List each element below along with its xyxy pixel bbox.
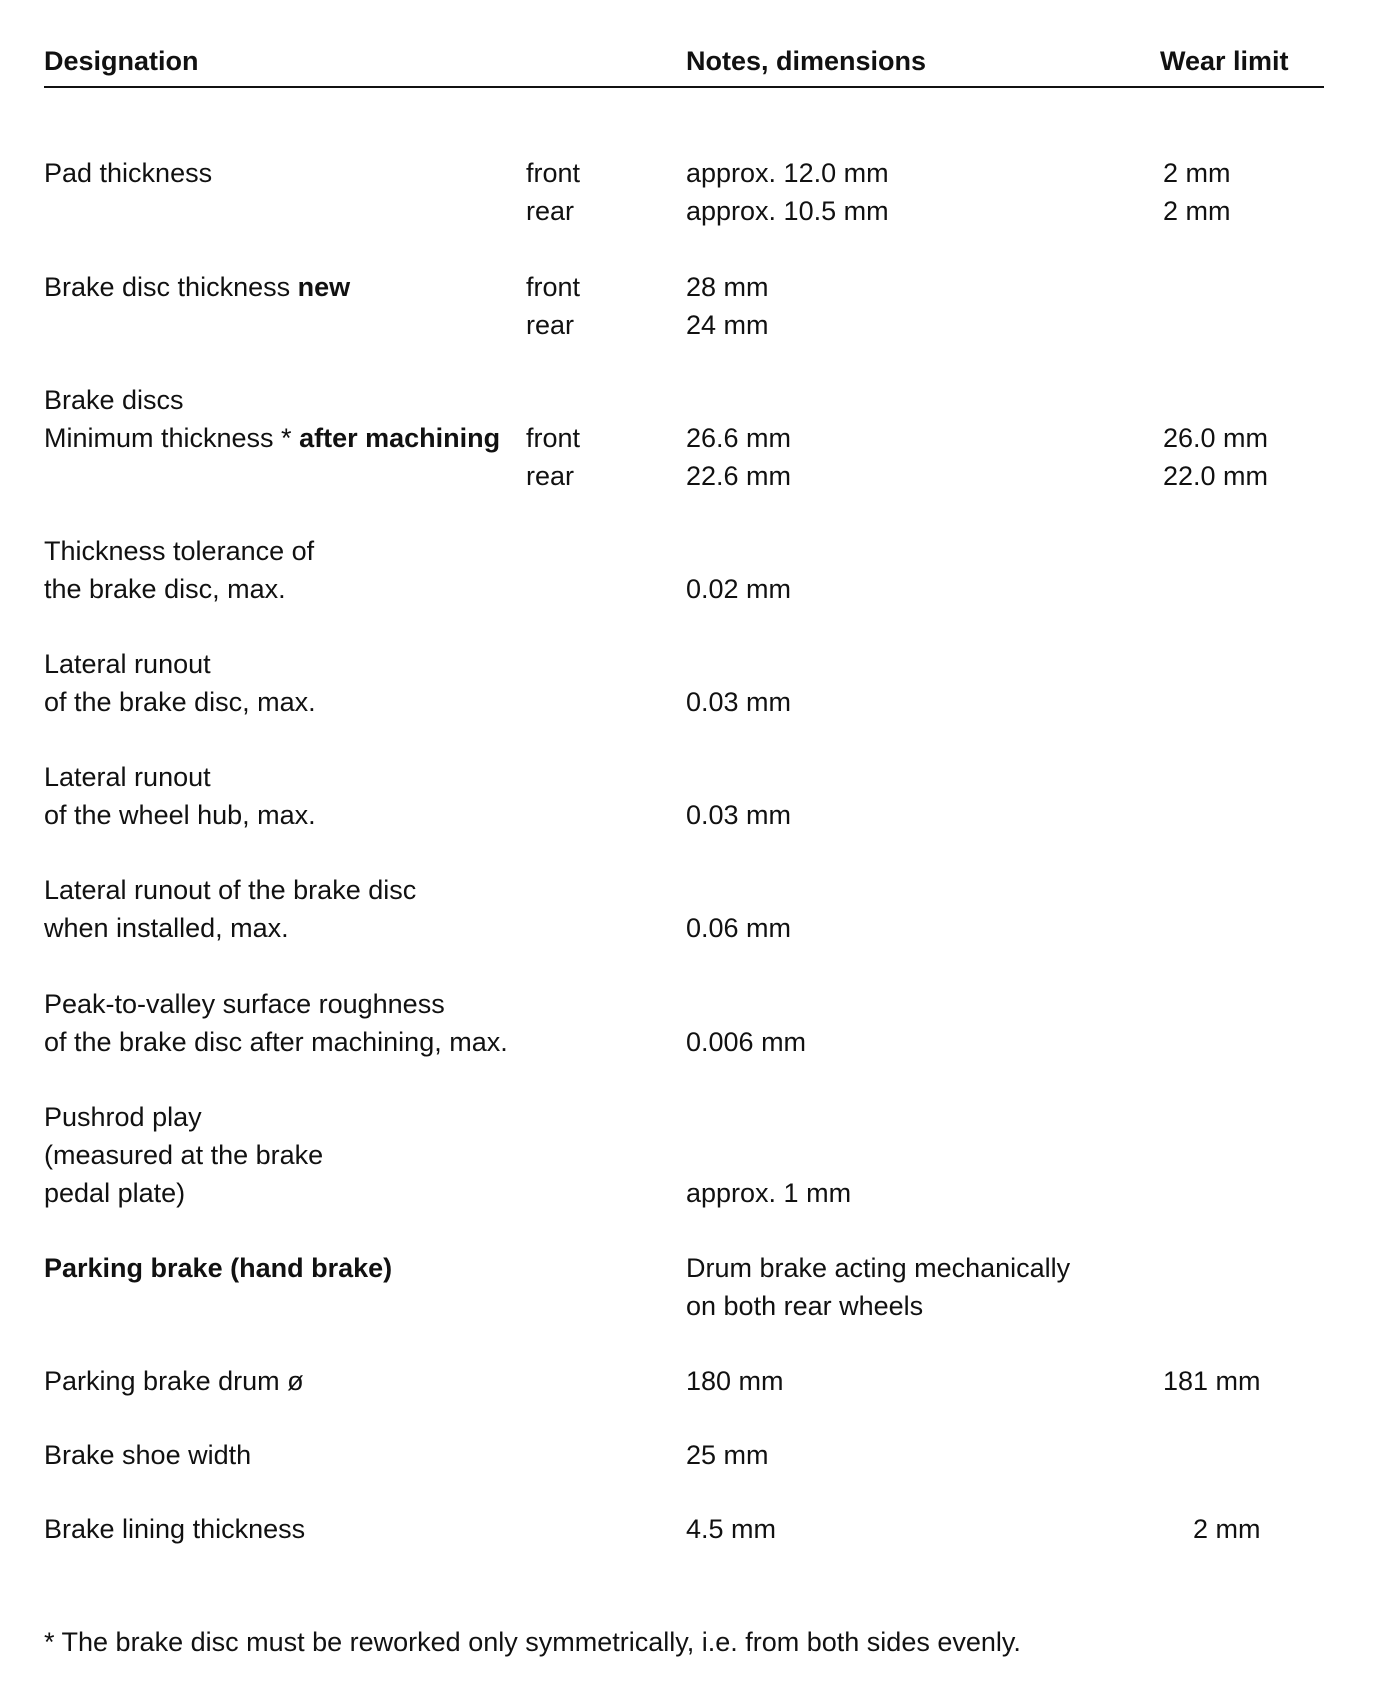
disc-min-rear-wear: 22.0 mm	[1163, 461, 1269, 491]
thickness-tolerance-line1: Thickness tolerance of	[44, 536, 315, 566]
disc-min-label-text: Minimum thickness *	[44, 423, 300, 453]
pad-thickness-front: front	[526, 158, 581, 188]
shoe-width-value: 25 mm	[686, 1440, 769, 1470]
runout-disc-line2: of the brake disc, max.	[44, 687, 316, 717]
thickness-tolerance-value: 0.02 mm	[686, 574, 792, 604]
pad-thickness-label: Pad thickness	[44, 158, 213, 188]
pad-thickness-front-value: approx. 12.0 mm	[686, 158, 889, 188]
drum-value: 180 mm	[686, 1366, 784, 1396]
footnote: * The brake disc must be reworked only symmetrically, i.e. from both sides evenly.	[44, 1627, 1021, 1657]
parking-brake-note-line2: on both rear wheels	[686, 1291, 924, 1321]
roughness-line1: Peak-to-valley surface roughness	[44, 989, 445, 1019]
roughness-value: 0.006 mm	[686, 1027, 807, 1057]
lining-thickness-wear: 2 mm	[1193, 1514, 1261, 1544]
parking-brake-label: Parking brake (hand brake)	[44, 1253, 393, 1283]
pad-thickness-rear-wear: 2 mm	[1163, 196, 1231, 226]
shoe-width-label: Brake shoe width	[44, 1440, 252, 1470]
thickness-tolerance-line2: the brake disc, max.	[44, 574, 286, 604]
disc-min-label-line2	[44, 419, 500, 457]
header-wear-limit: Wear limit	[1160, 46, 1289, 76]
drum-wear: 181 mm	[1163, 1366, 1261, 1396]
disc-min-front-value: 26.6 mm	[686, 423, 792, 453]
pad-thickness-front-wear: 2 mm	[1163, 158, 1231, 188]
pushrod-line3: pedal plate)	[44, 1178, 186, 1208]
header-designation: Designation	[44, 46, 199, 76]
runout-disc-value: 0.03 mm	[686, 687, 792, 717]
pushrod-line1: Pushrod play	[44, 1102, 202, 1132]
disc-min-label-line1: Brake discs	[44, 385, 184, 415]
disc-new-front: front	[526, 272, 581, 302]
disc-min-rear-value: 22.6 mm	[686, 461, 792, 491]
pushrod-value: approx. 1 mm	[686, 1178, 852, 1208]
disc-new-rear: rear	[526, 310, 575, 340]
runout-hub-line1: Lateral runout	[44, 762, 211, 792]
disc-min-rear: rear	[526, 461, 575, 491]
runout-installed-value: 0.06 mm	[686, 913, 792, 943]
parking-brake-note-line1: Drum brake acting mechanically	[686, 1253, 1071, 1283]
drum-label: Parking brake drum ø	[44, 1366, 304, 1396]
pad-thickness-rear: rear	[526, 196, 575, 226]
header-notes: Notes, dimensions	[686, 46, 927, 76]
runout-disc-line1: Lateral runout	[44, 649, 211, 679]
disc-new-front-value: 28 mm	[686, 272, 769, 302]
pushrod-line2: (measured at the brake	[44, 1140, 324, 1170]
disc-min-label-bold: after machining	[299, 423, 501, 453]
header-rule	[44, 86, 1324, 88]
disc-new-label	[44, 268, 350, 306]
disc-min-front-wear: 26.0 mm	[1163, 423, 1269, 453]
runout-installed-line2: when installed, max.	[44, 913, 289, 943]
disc-new-label-text: Brake disc thickness	[44, 272, 298, 302]
lining-thickness-label: Brake lining thickness	[44, 1514, 306, 1544]
runout-hub-line2: of the wheel hub, max.	[44, 800, 316, 830]
runout-hub-value: 0.03 mm	[686, 800, 792, 830]
lining-thickness-value: 4.5 mm	[686, 1514, 777, 1544]
roughness-line2: of the brake disc after machining, max.	[44, 1027, 508, 1057]
disc-new-rear-value: 24 mm	[686, 310, 769, 340]
runout-installed-line1: Lateral runout of the brake disc	[44, 875, 417, 905]
pad-thickness-rear-value: approx. 10.5 mm	[686, 196, 889, 226]
disc-min-front: front	[526, 423, 581, 453]
disc-new-label-bold: new	[297, 272, 351, 302]
